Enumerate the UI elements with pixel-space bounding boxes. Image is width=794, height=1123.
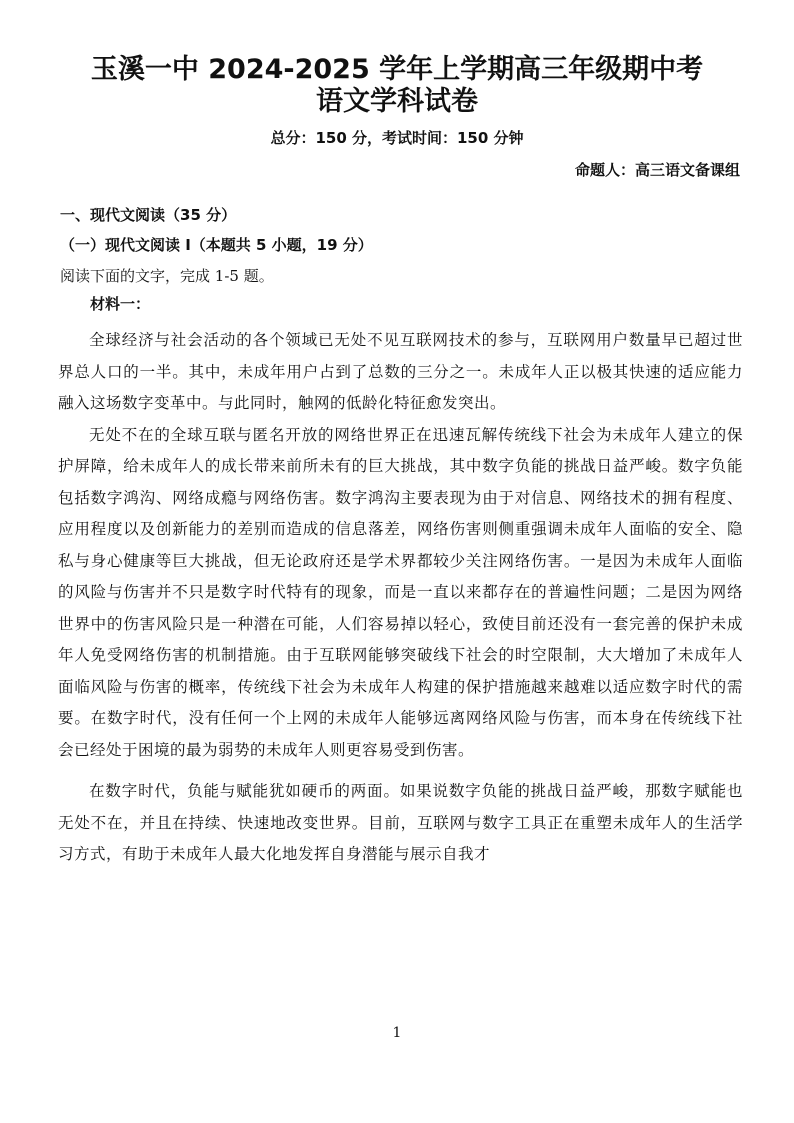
page-number: 1 [392,1025,402,1041]
page-title: 玉溪一中 2024-2025 学年上学期高三年级期中考 [90,54,704,85]
section-heading: 一、现代文阅读（35 分） [60,206,237,224]
material-label: 材料一： [90,295,151,313]
exam-info: 总分：150 分，考试时间：150 分钟 [270,129,524,147]
reading-passage [58,325,743,871]
passage-paragraph: 全球经济与社会活动的各个领域已无处不见互联网技术的参与，互联网用户数量早已超过世界总人口的一半。其中，未成年用户占到了总数的三分之一。未成年人正以极其快速的适应能力融入这场数字变革中。与此同时，触网的低龄化特征愈发突出。 [58,331,743,412]
subsection-heading: （一）现代文阅读 I（本题共 5 小题，19 分） [60,236,373,254]
passage-paragraph: 在数字时代，负能与赋能犹如硬币的两面。如果说数字负能的挑战日益严峻，那数字赋能也无处不在，并且在持续、快速地改变世界。目前，互联网与数字工具正在重塑未成年人的生活学习方式，有助于未成年人最大化地发挥自身潜能与展示自我才 [58,782,743,863]
author-line: 命题人：高三语文备课组 [574,161,740,179]
passage-paragraph: 无处不在的全球互联与匿名开放的网络世界正在迅速瓦解传统线下社会为未成年人建立的保护屏障，给未成年人的成长带来前所未有的巨大挑战，其中数字负能的挑战日益严峻。数字负能包括数字鸿沟、网络成瘾与网络伤害。数字鸿沟主要表现为由于对信息、网络技术的拥有程度、应用程度以及创新能力的差别而造成的信息落差，网络伤害则侧重强调未成年人面临的安全、隐私与身心健康等巨大挑战，但无论政府还是学术界都较少关注网络伤害。一是因为未成年人面临的风险与伤害并不只是数字时代特有的现象，而是一直以来都存在的普遍性问题；二是因为网络世界中的伤害风险只是一种潜在可能，人们容易掉以轻心，致使目前还没有一套完善的保护未成年人免受网络伤害的机制措施。由于互联网能够突破线下社会的时空限制，大大增加了未成年人面临风险与伤害的概率，传统线下社会为未成年人构建的保护措施越来越难以适应数字时代的需要。在数字时代，没有任何一个上网的未成年人能够远离网络风险与伤害，而本身在传统线下社会已经处于困境的最为弱势的未成年人则更容易受到伤害。 [58,425,743,759]
instruction-text: 阅读下面的文字，完成 1-5 题。 [60,267,274,285]
page-subtitle: 语文学科试卷 [316,86,478,117]
